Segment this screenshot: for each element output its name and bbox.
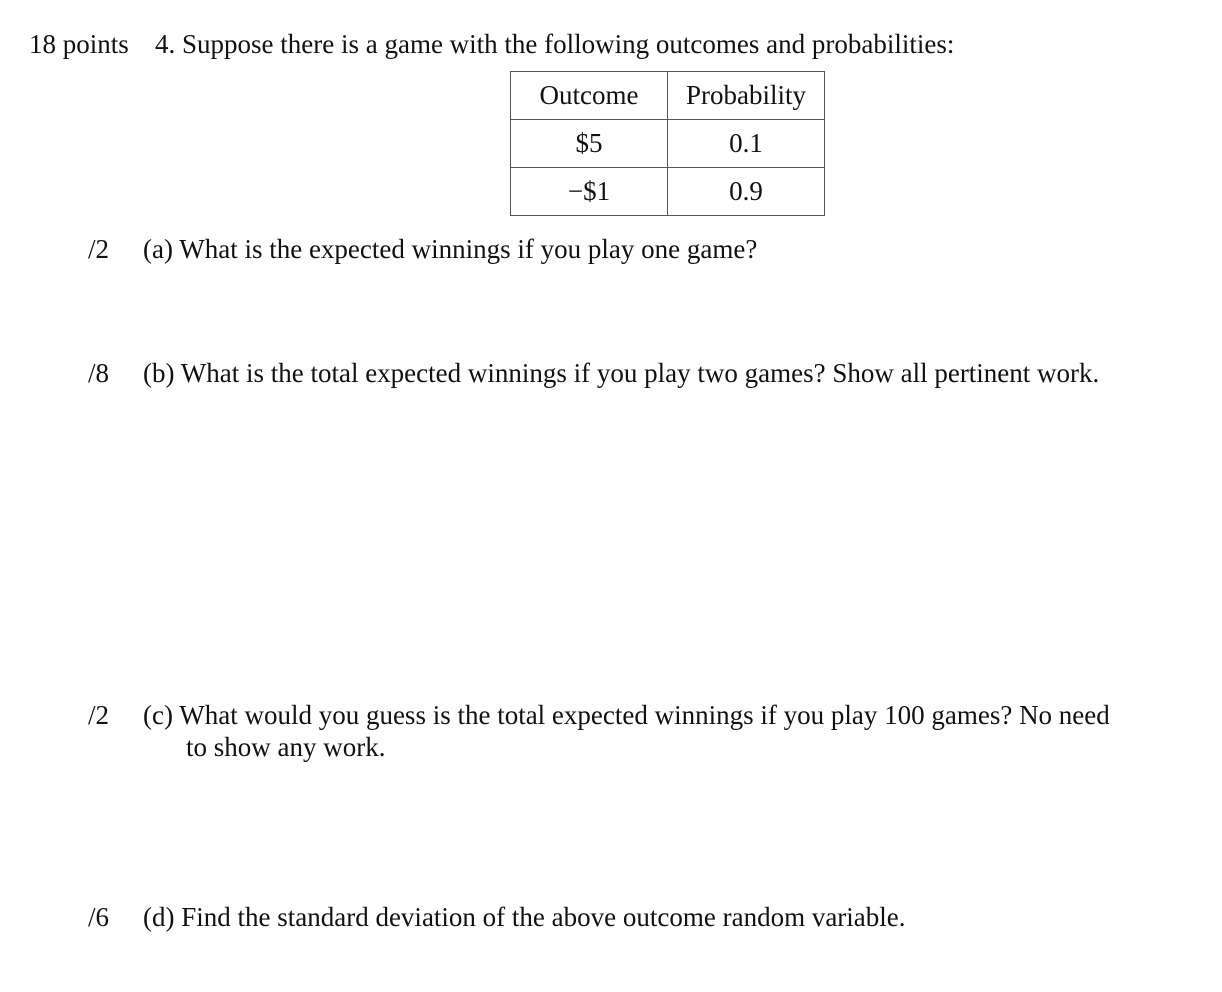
part-b-question: (b) What is the total expected winnings if you play two games? Show all pertinent work. [143,358,1100,388]
probability-cell: 0.9 [668,168,825,216]
question-points-total: 18 points [29,29,129,59]
table-header-row [511,72,825,120]
outcome-cell: $5 [511,120,668,168]
part-a-points: /2 [88,234,110,264]
column-header-probability: Probability [668,72,825,120]
table-row [511,120,825,168]
probability-cell: 0.1 [668,120,825,168]
part-a-question: (a) What is the expected winnings if you play one game? [143,234,758,264]
part-d-question: (d) Find the standard deviation of the above outcome random variable. [143,902,906,932]
table-row [511,168,825,216]
outcomes-table [510,71,825,216]
outcome-cell: −$1 [511,168,668,216]
part-c-points: /2 [88,700,110,730]
part-b-points: /8 [88,358,110,388]
question-prompt: 4. Suppose there is a game with the following outcomes and probabilities: [155,29,955,59]
column-header-outcome: Outcome [511,72,668,120]
part-d-points: /6 [88,902,110,932]
part-c-question-continued: to show any work. [186,732,386,762]
part-c-question: (c) What would you guess is the total expected winnings if you play 100 games? No need [143,700,1110,730]
